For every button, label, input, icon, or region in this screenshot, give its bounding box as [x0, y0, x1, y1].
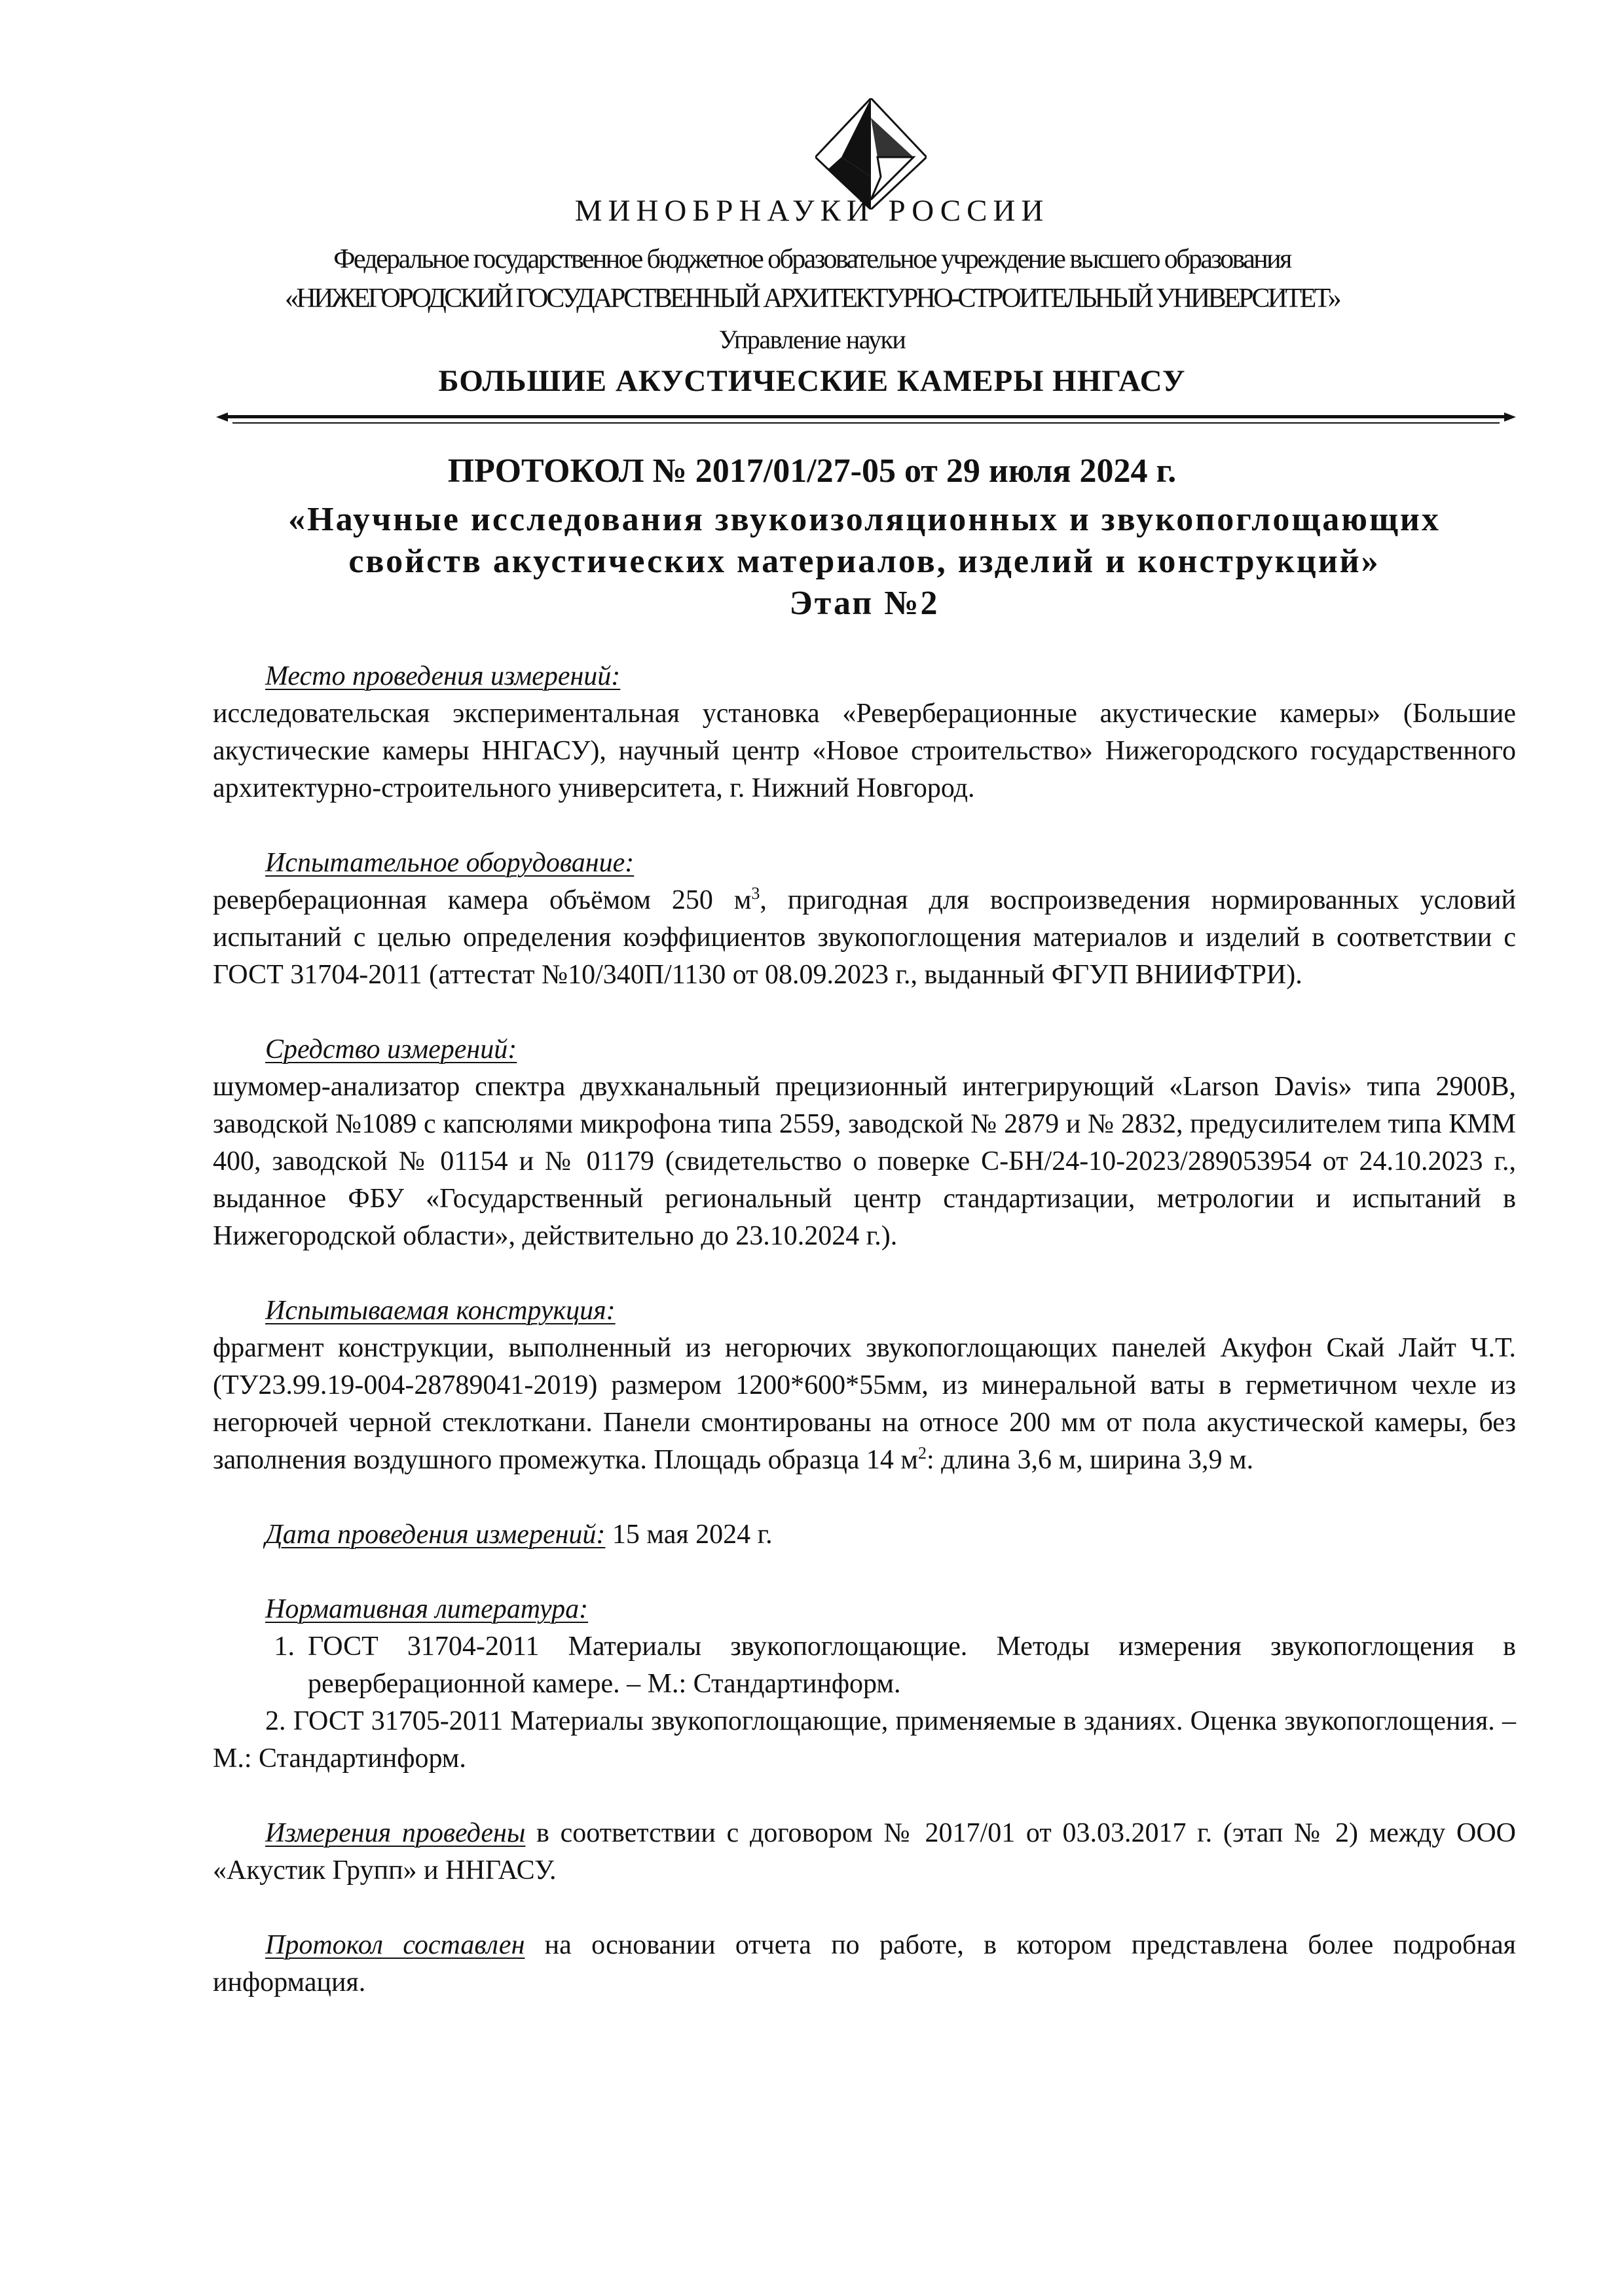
instrument-text: шумомер-анализатор спектра двухканальный прецизионный интегрирующий «Larson Davis» типа 2900B, заводской №1089 с капсюлями микрофона типа 2559, заводской № 2879 и № 2832, предусилителем типа КММ 400, заводской № 01154 и № 01179 (свидетельство о поверке С-БН/24-10-2023/289053954 от 24.10.2023 г., выданное ФБУ «Государственный региональный центр стандартизации, метрологии и испытаний в Нижегородской области», действительно до 23.10.2024 г.). — [213, 1072, 1516, 1251]
section-compiled — [213, 1927, 1516, 2001]
ministry-name: МИНОБРНАУКИ РОССИИ — [574, 194, 1050, 228]
literature-item — [213, 1703, 1516, 1777]
section-place — [213, 658, 1516, 807]
section-date — [213, 1516, 1516, 1554]
literature-item-number: 1. — [274, 1631, 295, 1662]
literature-heading: Нормативная литература: — [265, 1594, 589, 1624]
header-rule-right-end — [1504, 412, 1516, 422]
specimen-heading: Испытываемая конструкция: — [265, 1296, 616, 1326]
section-instrument — [213, 1031, 1516, 1255]
equipment-text-part-2: , пригодная для воспроизведения нормированных условий испытаний с целью определения коэффициентов звукопоглощения материалов и изделий в соответствии с ГОСТ 31704-2011 (аттестат №10/340П/1130 от 08.09.2023 г., выданный ФГУП ВНИИФТРИ). — [213, 885, 1516, 990]
date-heading: Дата проведения измерений: — [265, 1520, 606, 1550]
research-title-line-2: свойств акустических материалов, изделий и конструкций» — [348, 543, 1380, 580]
equipment-heading: Испытательное оборудование: — [265, 848, 635, 878]
compiled-heading: Протокол составлен — [265, 1930, 525, 1960]
department-name: Управление науки — [718, 325, 906, 354]
header-rule — [226, 415, 1506, 418]
literature-item-number: 2. — [265, 1706, 286, 1736]
place-heading: Место проведения измерений: — [265, 661, 621, 691]
specimen-text-part-2: : длина 3,6 м, ширина 3,9 м. — [926, 1445, 1254, 1475]
section-literature — [213, 1591, 1516, 1777]
protocol-body — [213, 658, 1516, 2039]
place-text: исследовательская экспериментальная установка «Реверберационные акустические камеры» (Большие акустические камеры ННГАСУ), научный центр «Новое строительство» Нижегородского государственного архитектурно-строительного университета, г. Нижний Новгород. — [213, 699, 1516, 803]
protocol-title: ПРОТОКОЛ № 2017/01/27-05 от 29 июля 2024 г. — [447, 452, 1177, 490]
specimen-text — [213, 1330, 1516, 1479]
stage-label: Этап №2 — [789, 585, 940, 622]
institution-name: «НИЖЕГОРОДСКИЙ ГОСУДАРСТВЕННЫЙ АРХИТЕКТУРНО-СТРОИТЕЛЬНЫЙ УНИВЕРСИТЕТ» — [284, 283, 1340, 314]
header-rule-thin — [232, 422, 1500, 424]
section-specimen — [213, 1292, 1516, 1479]
equipment-superscript: 3 — [751, 884, 760, 903]
equipment-text — [213, 882, 1516, 994]
specimen-text-part-1: фрагмент конструкции, выполненный из негорючих звукопоглощающих панелей Акуфон Скай Лайт Ч.Т. (ТУ23.99.19-004-28789041-2019) размером 1200*600*55мм, из минеральной ваты в герметичном чехле из негорючей черной стеклоткани. Панели смонтированы на относе 200 мм от пола акустической камеры, без заполнения воздушного промежутка. Площадь образца 14 м — [213, 1333, 1516, 1475]
laboratory-name: БОЛЬШИЕ АКУСТИЧЕСКИЕ КАМЕРЫ ННГАСУ — [438, 364, 1186, 398]
specimen-superscript: 2 — [917, 1444, 927, 1463]
conducted-heading: Измерения проведены — [265, 1818, 526, 1848]
literature-item-text: ГОСТ 31705-2011 Материалы звукопоглощающие, применяемые в зданиях. Оценка звукопоглощения. – М.: Стандартинформ. — [213, 1706, 1517, 1774]
institution-type: Федеральное государственное бюджетное образовательное учреждение высшего образования — [333, 244, 1291, 274]
section-equipment — [213, 845, 1516, 994]
date-value: 15 мая 2024 г. — [612, 1520, 773, 1550]
conducted-text: в соответствии с договором № 2017/01 от 03.03.2017 г. (этап № 2) между ООО «Акустик Групп» и ННГАСУ. — [213, 1818, 1517, 1886]
instrument-heading: Средство измерений: — [265, 1034, 517, 1065]
literature-item-text: ГОСТ 31704-2011 Материалы звукопоглощающие. Методы измерения звукопоглощения в реверберационной камере. – М.: Стандартинформ. — [308, 1631, 1516, 1699]
compiled-text: на основании отчета по работе, в котором представлена более подробная информация. — [213, 1930, 1516, 1997]
equipment-text-part-1: реверберационная камера объёмом 250 м — [213, 885, 752, 915]
research-title — [216, 499, 1513, 625]
research-title-line-1: «Научные исследования звукоизоляционных и звукопоглощающих — [288, 501, 1441, 538]
section-conducted — [213, 1815, 1516, 1889]
literature-item — [213, 1628, 1516, 1703]
